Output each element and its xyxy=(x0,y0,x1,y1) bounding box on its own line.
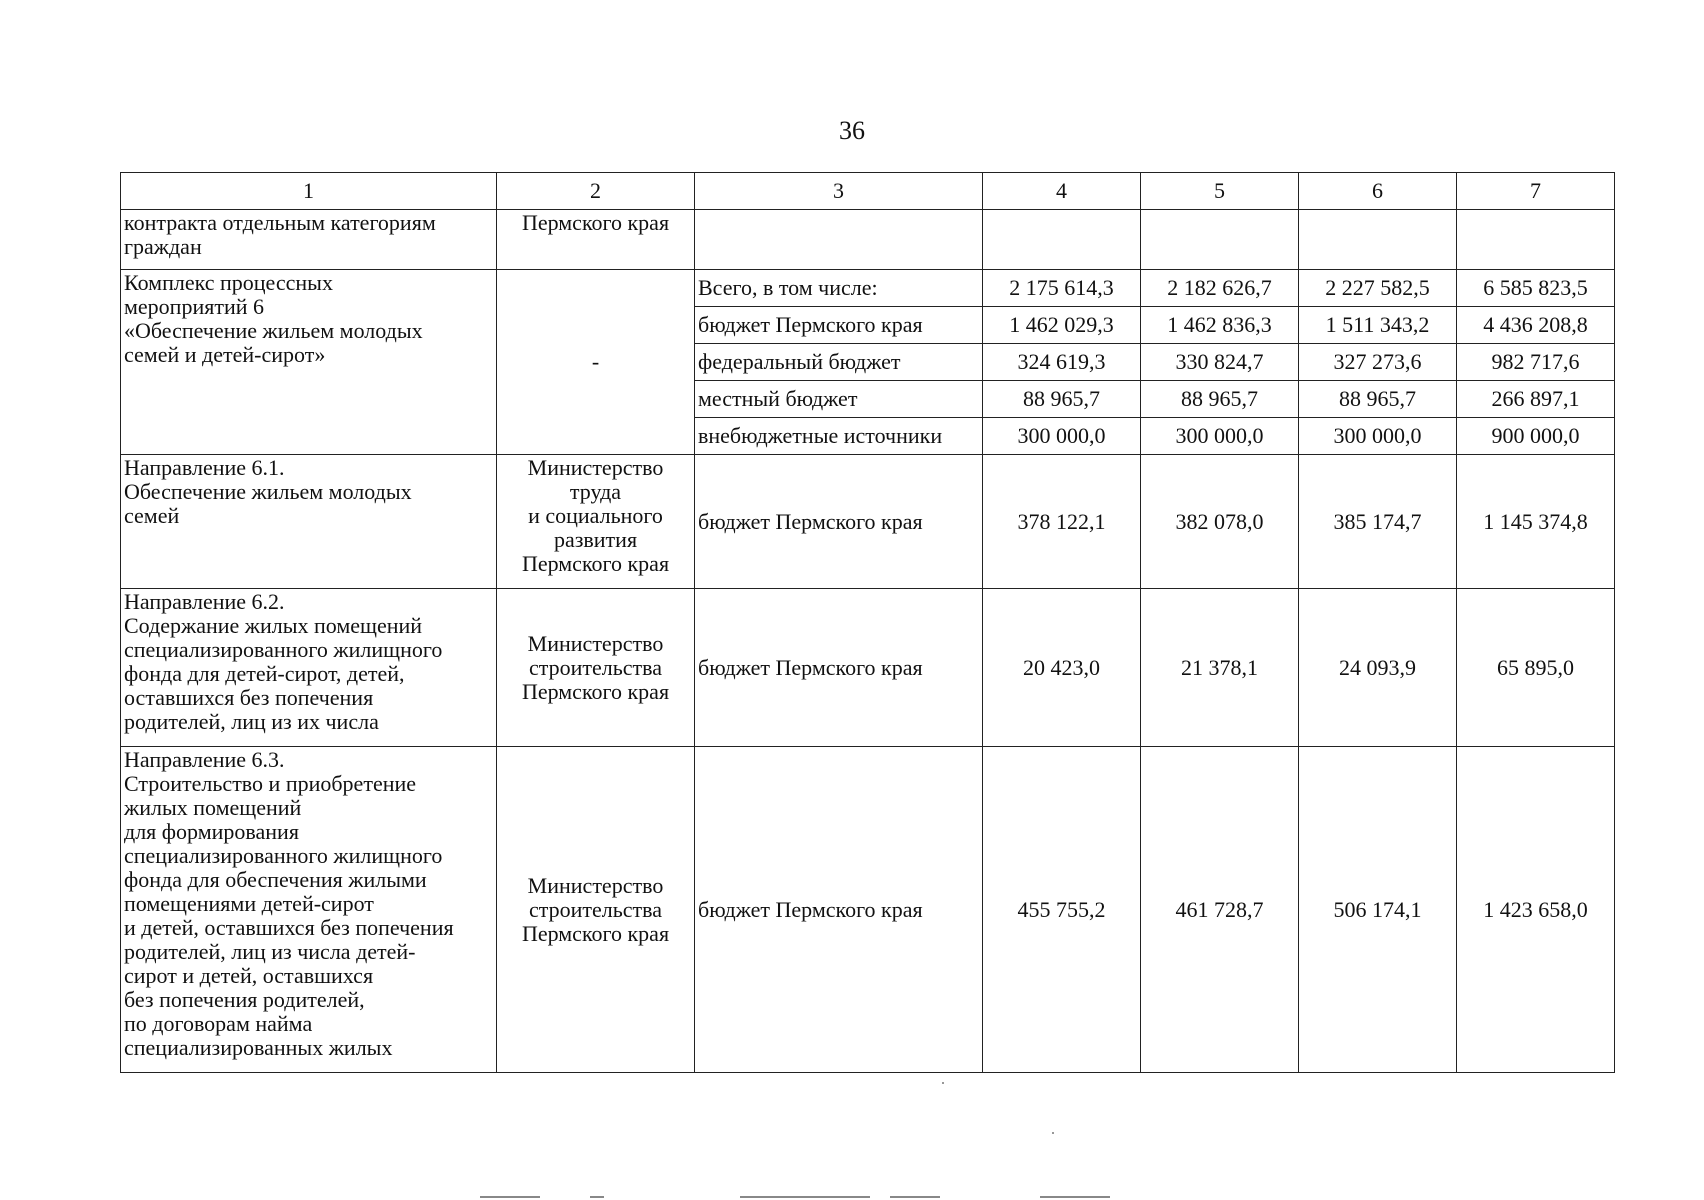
table-row xyxy=(121,455,1615,589)
value-cell: 2 227 582,5 xyxy=(1299,270,1457,307)
value-cell: 330 824,7 xyxy=(1141,344,1299,381)
value-cell: 300 000,0 xyxy=(983,418,1141,455)
column-number: 7 xyxy=(1457,173,1615,210)
scan-edge-mark xyxy=(480,1196,540,1198)
column-number: 2 xyxy=(497,173,695,210)
row-name-cell: Комплекс процессных мероприятий 6 «Обеспечение жильем молодых семей и детей-сирот» xyxy=(121,270,497,455)
source-cell: бюджет Пермского края xyxy=(695,307,983,344)
value-cell: 88 965,7 xyxy=(1141,381,1299,418)
value-cell: 461 728,7 xyxy=(1141,747,1299,1073)
value-cell: 88 965,7 xyxy=(1299,381,1457,418)
value-cell: 382 078,0 xyxy=(1141,455,1299,589)
value-cell: 24 093,9 xyxy=(1299,589,1457,747)
value-cell: 88 965,7 xyxy=(983,381,1141,418)
table-row xyxy=(121,210,1615,270)
value-cell: 1 511 343,2 xyxy=(1299,307,1457,344)
table-row xyxy=(121,589,1615,747)
budget-table xyxy=(120,172,1615,1073)
column-number-row xyxy=(121,173,1615,210)
value-cell: 300 000,0 xyxy=(1141,418,1299,455)
value-cell: 20 423,0 xyxy=(983,589,1141,747)
value-cell: 266 897,1 xyxy=(1457,381,1615,418)
source-cell: бюджет Пермского края xyxy=(695,455,983,589)
source-cell: бюджет Пермского края xyxy=(695,747,983,1073)
row-name-cell: контракта отдельным категориям граждан xyxy=(121,210,497,270)
column-number: 3 xyxy=(695,173,983,210)
column-number: 1 xyxy=(121,173,497,210)
source-cell: бюджет Пермского края xyxy=(695,589,983,747)
value-cell: 1 145 374,8 xyxy=(1457,455,1615,589)
value-cell xyxy=(1141,210,1299,270)
value-cell xyxy=(1299,210,1457,270)
executor-cell: Пермского края xyxy=(497,210,695,270)
table-row xyxy=(121,270,1615,307)
source-cell: внебюджетные источники xyxy=(695,418,983,455)
value-cell xyxy=(1457,210,1615,270)
value-cell: 2 175 614,3 xyxy=(983,270,1141,307)
column-number: 6 xyxy=(1299,173,1457,210)
value-cell: 506 174,1 xyxy=(1299,747,1457,1073)
value-cell: 900 000,0 xyxy=(1457,418,1615,455)
column-number: 4 xyxy=(983,173,1141,210)
value-cell: 455 755,2 xyxy=(983,747,1141,1073)
value-cell: 21 378,1 xyxy=(1141,589,1299,747)
source-cell xyxy=(695,210,983,270)
row-name-cell: Направление 6.1. Обеспечение жильем молодых семей xyxy=(121,455,497,589)
executor-cell: Министерство строительства Пермского края xyxy=(497,747,695,1073)
value-cell xyxy=(983,210,1141,270)
executor-cell: Министерство строительства Пермского края xyxy=(497,589,695,747)
value-cell: 1 462 029,3 xyxy=(983,307,1141,344)
value-cell: 4 436 208,8 xyxy=(1457,307,1615,344)
value-cell: 982 717,6 xyxy=(1457,344,1615,381)
value-cell: 300 000,0 xyxy=(1299,418,1457,455)
scan-edge-mark xyxy=(740,1196,870,1198)
source-cell: местный бюджет xyxy=(695,381,983,418)
source-cell: федеральный бюджет xyxy=(695,344,983,381)
value-cell: 385 174,7 xyxy=(1299,455,1457,589)
executor-cell: - xyxy=(497,270,695,455)
value-cell: 324 619,3 xyxy=(983,344,1141,381)
value-cell: 378 122,1 xyxy=(983,455,1141,589)
executor-cell: Министерство труда и социального развития Пермского края xyxy=(497,455,695,589)
scan-edge-mark xyxy=(1040,1196,1110,1198)
page-number: 36 xyxy=(839,116,865,145)
value-cell: 1 462 836,3 xyxy=(1141,307,1299,344)
value-cell: 6 585 823,5 xyxy=(1457,270,1615,307)
row-name-cell: Направление 6.2. Содержание жилых помещений специализированного жилищного фонда для детей-сирот, детей, оставшихся без попечения родителей, лиц из их числа xyxy=(121,589,497,747)
scan-speck xyxy=(942,1082,944,1084)
scan-edge-mark xyxy=(590,1196,604,1198)
row-name-cell: Направление 6.3. Строительство и приобретение жилых помещений для формирования специализированного жилищного фонда для обеспечения жилыми помещениями детей-сирот и детей, оставшихся без попечения родителей, лиц из числа детей- сирот и детей, оставшихся без попечения родителей, по договорам найма специализированных жилых xyxy=(121,747,497,1073)
value-cell: 1 423 658,0 xyxy=(1457,747,1615,1073)
table-row xyxy=(121,747,1615,1073)
source-cell: Всего, в том числе: xyxy=(695,270,983,307)
value-cell: 65 895,0 xyxy=(1457,589,1615,747)
scan-speck xyxy=(1052,1132,1054,1134)
value-cell: 327 273,6 xyxy=(1299,344,1457,381)
column-number: 5 xyxy=(1141,173,1299,210)
scan-edge-mark xyxy=(890,1196,940,1198)
value-cell: 2 182 626,7 xyxy=(1141,270,1299,307)
